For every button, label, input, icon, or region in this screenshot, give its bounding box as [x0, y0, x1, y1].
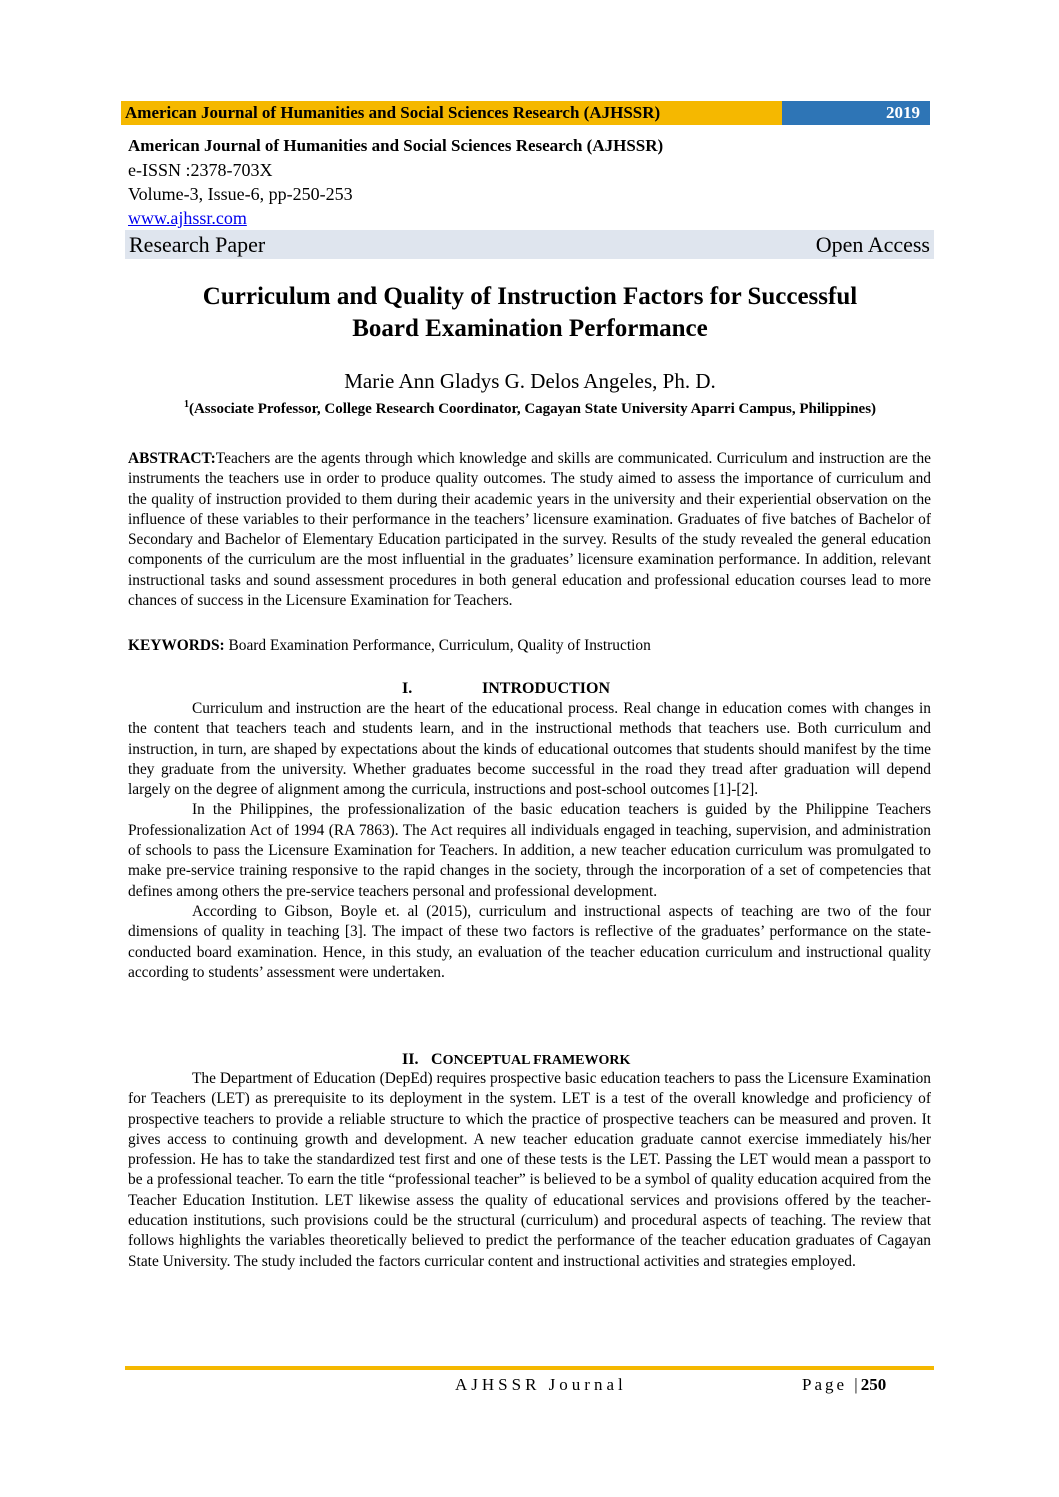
paragraph: The Department of Education (DepEd) requires prospective basic education teachers to pass the Licensure Examination for Teachers (LET) as prerequisite to its deployment in the system. LET is a test of the overall knowledge and proficiency of prospective teachers to provide a reliable structure to which the practice of prospective teachers can be measured and proven. It gives access to continuing growth and development. A new teacher education graduate cannot exercise immediately his/her profession. He has to take the standardized test first and one of these tests is the LET. Passing the LET would mean a passport to be a professional teacher. To earn the title “professional teacher” is believed to be a symbol of quality education acquired from the Teacher Education Institution. LET likewise assess the quality of educational services and provisions offered by the teacher-education institutions, such provisions could be the structural (curriculum) and procedural aspects of teaching. The review that follows highlights the variables theoretically believed to predict the performance of the teacher education graduates of Cagayan State University. The study included the factors curricular content and instructional activities and strategies employed. [128, 1070, 931, 1270]
journal-website-link[interactable]: www.ajhssr.com [128, 208, 247, 228]
title-line-2: Board Examination Performance [352, 315, 708, 342]
author-affiliation [100, 395, 960, 419]
volume-issue: Volume-3, Issue-6, pp-250-253 [128, 184, 353, 204]
section-title: INTRODUCTION [482, 680, 611, 697]
journal-info [128, 134, 934, 230]
journal-title: American Journal of Humanities and Social Sciences Research (AJHSSR) [128, 136, 664, 155]
author-name: Marie Ann Gladys G. Delos Angeles, Ph. D. [344, 369, 716, 393]
access-type: Open Access [815, 231, 930, 257]
page-number: 250 [860, 1375, 887, 1394]
footer-rule [125, 1366, 934, 1370]
section-title [431, 1050, 630, 1071]
keywords [128, 636, 931, 656]
header-year: 2019 [782, 101, 930, 125]
abstract [128, 449, 931, 611]
affiliation-text: (Associate Professor, College Research Coordinator, Cagayan State University Aparri Campus, Philippines) [188, 401, 877, 417]
footer-page [802, 1375, 886, 1395]
section-number: II. [402, 1051, 419, 1068]
paragraph: According to Gibson, Boyle et. al (2015), curriculum and instructional aspects of teaching are two of the four dimensions of quality in teaching [3]. The impact of these two factors is reflective of the graduates’ performance on the state-conducted board examination. Hence, in this study, an evaluation of the teacher education curriculum and instructional quality according to students’ assessment were undertaken. [128, 902, 931, 981]
section-number: I. [402, 680, 413, 697]
conceptual-framework-body [128, 1069, 931, 1272]
keywords-label: KEYWORDS: [128, 637, 225, 654]
paragraph: In the Philippines, the professionalization of the basic education teachers is guided by the Philippine Teachers Professionalization Act of 1994 (RA 7863). The Act requires all individuals engaged in teaching, supervision, and administration of schools to pass the Licensure Examination for Teachers. In addition, a new teacher education curriculum was promulgated to make pre-service training responsive to the rapid changes in the society, through the incorporation of a set of competencies that defines among others the pre-service teachers personal and professional development. [128, 801, 931, 900]
header-journal-title: American Journal of Humanities and Social Sciences Research (AJHSSR) [121, 101, 782, 125]
abstract-text: Teachers are the agents through which knowledge and skills are communicated. Curriculum and instruction are the instruments the teachers use in order to produce quality outcomes. The study aimed to assess the importance of curriculum and the quality of instruction provided to them during their academic years in the university and their experiential observation on the influence of these variables to their performance in the teachers’ licensure examination. Graduates of five batches of Bachelor of Secondary and Bachelor of Elementary Education participated in the survey. Results of the study revealed the general education components of the curriculum are the most influential in the graduates’ licensure examination performance. In addition, relevant instructional tasks and sound assessment procedures in both general education and professional education courses lead to more chances of success in the Licensure Examination for Teachers. [128, 450, 931, 610]
keywords-text: Board Examination Performance, Curriculum, Quality of Instruction [224, 637, 651, 654]
section-title-initial: C [431, 1051, 443, 1068]
affiliation-marker: 1 [183, 399, 189, 410]
paper-type-bar [125, 230, 934, 259]
page-label: Page | [802, 1375, 861, 1394]
paragraph: Curriculum and instruction are the heart of the educational process. Real change in education comes with changes in the content that teachers teach and students learn, and in the instructional methods that teachers use. Both curriculum and instruction, in turn, are shaped by expectations about the kinds of educational outcomes that students should manifest by the time they graduate from the university. Whether graduates become successful in the road they tread after graduation will depend largely on the degree of alignment among the curricula, instructions and post-school outcomes [1]-[2]. [128, 700, 931, 799]
paper-type: Research Paper [129, 231, 266, 257]
section-title-rest: ONCEPTUAL FRAMEWORK [442, 1053, 631, 1068]
issn: e-ISSN :2378-703X [128, 160, 273, 180]
abstract-label: ABSTRACT: [128, 450, 216, 467]
introduction-body [128, 699, 931, 983]
paper-title [100, 281, 960, 345]
title-line-1: Curriculum and Quality of Instruction Factors for Successful [202, 283, 858, 310]
footer-journal: AJHSSR Journal [455, 1375, 627, 1394]
running-header [121, 101, 930, 125]
